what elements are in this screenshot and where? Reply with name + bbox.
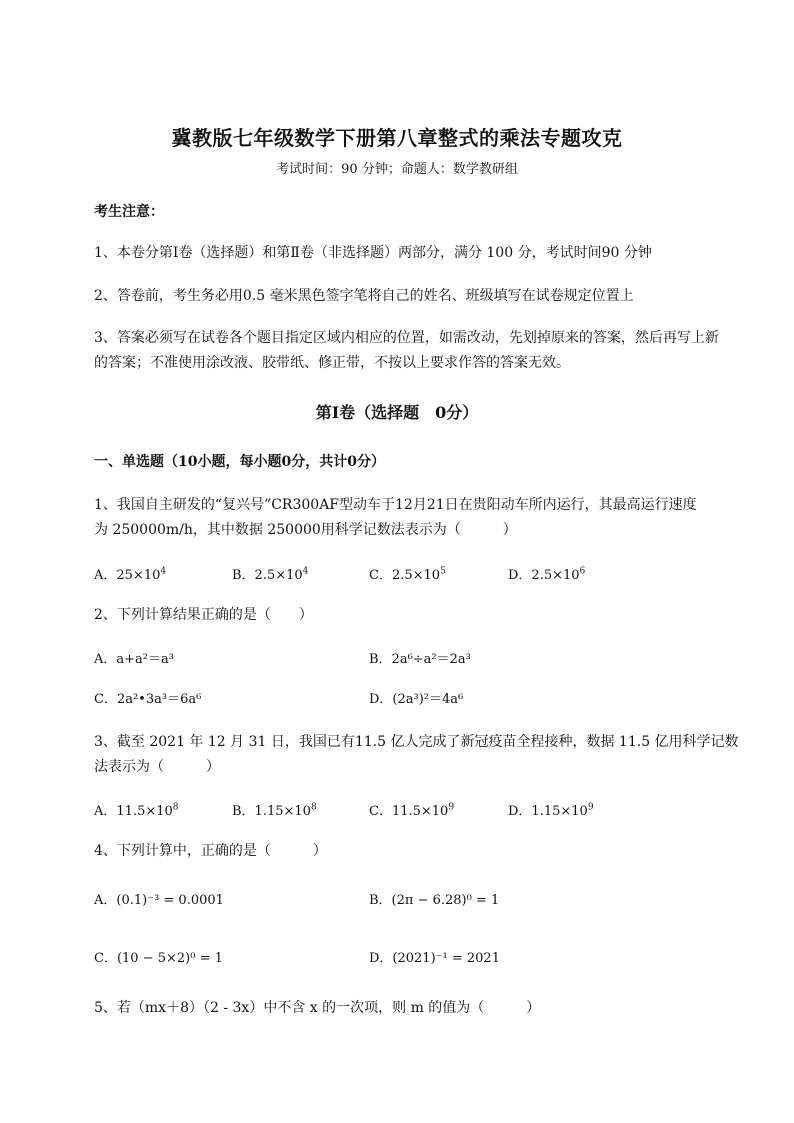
- q3-line2: 法表示为（ ）: [94, 759, 220, 775]
- notice-item-1: 1、本卷分第Ⅰ卷（选择题）和第Ⅱ卷（非选择题）两部分，满分 100 分，考试时间90 分钟: [94, 245, 652, 261]
- q4-option-d[interactable]: D．(2021)⁻¹ = 2021: [369, 951, 500, 966]
- q1-line2: 为 250000m/h，其中数据 250000用科学记数法表示为（ ）: [94, 522, 517, 538]
- q1-option-d[interactable]: D．$2.5\times 10^6$: [508, 566, 586, 583]
- notice-item-2: 2、答卷前，考生务必用0.5 毫米黑色签字笔将自己的姓名、班级填写在试卷规定位置上: [94, 288, 634, 304]
- q1-option-a[interactable]: A．$25\times 10^4$: [94, 566, 167, 583]
- q3-option-c[interactable]: C．$11.5\times 10^9$: [369, 802, 455, 819]
- q4-stem: 4、下列计算中，正确的是（ ）: [94, 843, 327, 859]
- q1-option-c[interactable]: C．$2.5\times 10^5$: [369, 566, 446, 583]
- q4-option-b[interactable]: B．(2π − 6.28)⁰ = 1: [369, 893, 500, 908]
- notice-heading: 考生注意：: [94, 204, 164, 220]
- q1-option-b[interactable]: B．$2.5\times 10^4$: [232, 566, 309, 583]
- q1-line1: 1、我国自主研发的“复兴号”CR300AF型动车于12月21日在贵阳动车所内运行，其最高运行速度: [94, 497, 697, 513]
- part-heading: 一、单选题（10小题，每小题0分，共计0分）: [94, 454, 385, 470]
- q3-option-a[interactable]: A．$11.5\times 10^8$: [94, 802, 179, 819]
- exam-info: 考试时间：90 分钟；命题人：数学教研组: [276, 162, 518, 177]
- q2-stem: 2、下列计算结果正确的是（ ）: [94, 607, 313, 623]
- page-title: 冀教版七年级数学下册第八章整式的乘法专题攻克: [171, 126, 623, 150]
- q3-option-d[interactable]: D．$1.15\times 10^9$: [508, 802, 594, 819]
- q2-option-b[interactable]: B．2a⁶÷a²＝2a³: [369, 652, 471, 667]
- q3-option-b[interactable]: B．$1.15\times 10^8$: [232, 802, 317, 819]
- q4-option-c[interactable]: C．(10 − 5×2)⁰ = 1: [94, 951, 223, 966]
- q2-option-a[interactable]: A．a+a²＝a³: [94, 652, 174, 667]
- section-title: 第Ⅰ卷（选择题 0分）: [315, 403, 479, 422]
- q2-option-c[interactable]: C．2a²•3a³＝6a⁶: [94, 692, 202, 707]
- q2-option-d[interactable]: D．(2a³)²＝4a⁶: [369, 692, 464, 707]
- q4-option-a[interactable]: A．(0.1)⁻³ = 0.0001: [94, 893, 224, 908]
- notice-item-3-cont: 的答案；不准使用涂改液、胶带纸、修正带，不按以上要求作答的答案无效。: [94, 355, 570, 371]
- q5-stem: 5、若（mx＋8）（2 - 3x）中不含 x 的一次项，则 m 的值为（ ）: [94, 1000, 541, 1016]
- q3-line1: 3、截至 2021 年 12 月 31 日，我国已有11.5 亿人完成了新冠疫苗全程接种，数据 11.5 亿用科学记数: [94, 734, 739, 750]
- notice-item-3: 3、答案必须写在试卷各个题目指定区域内相应的位置，如需改动，先划掉原来的答案，然后再写上新: [94, 330, 719, 346]
